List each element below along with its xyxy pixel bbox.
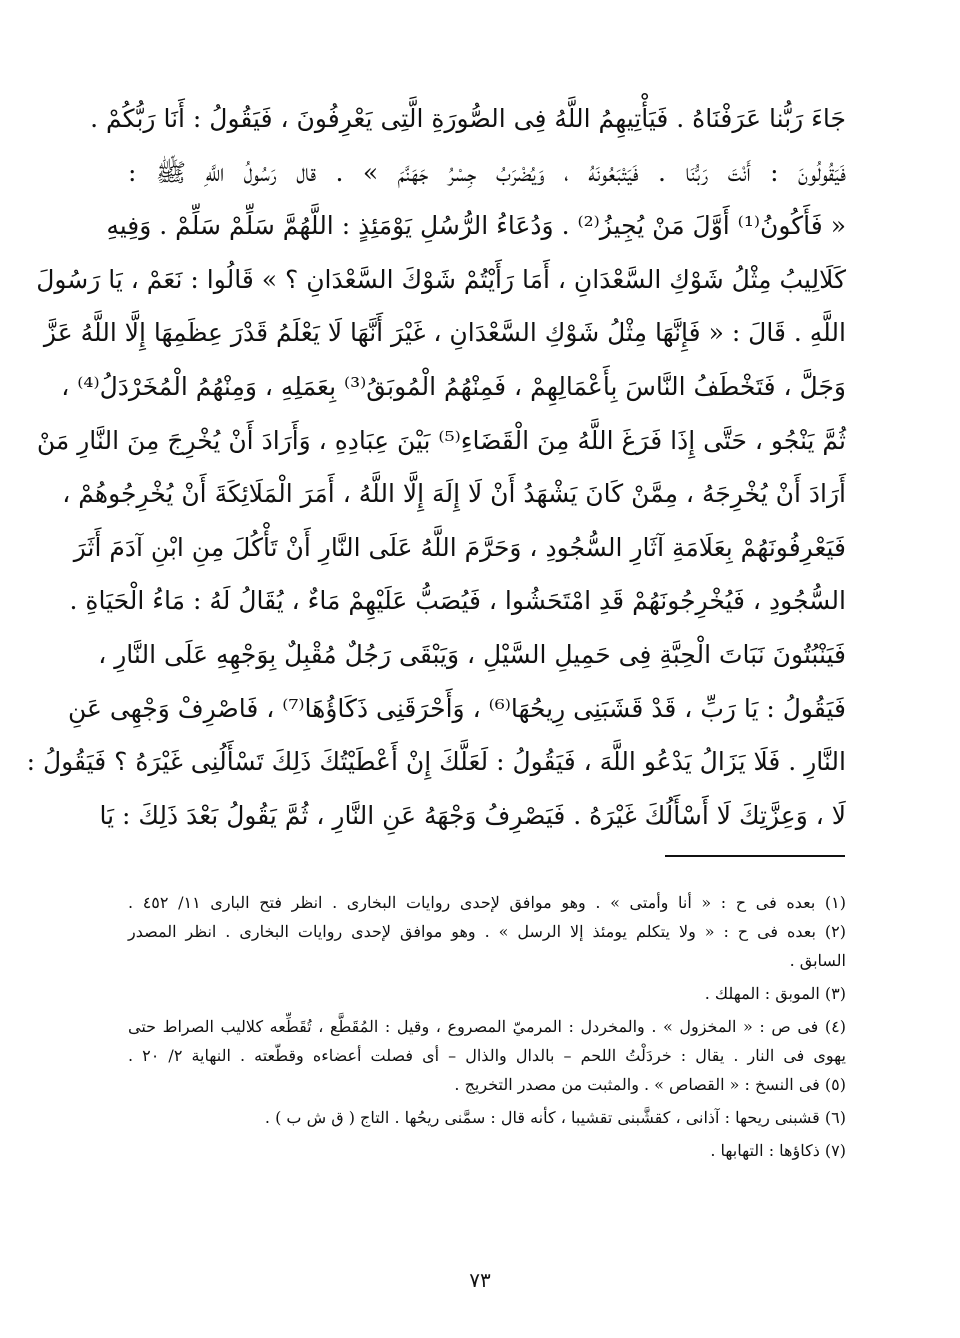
main-text	[26, 92, 846, 842]
footnote-line: (٣) الموبق : المهلك .	[704, 984, 846, 1003]
main-text-line: كَلَالِيبُ مِثْلُ شَوْكِ السَّعْدَانِ ، أَمَا رَأَيْتُمْ شَوْكَ السَّعْدَانِ ؟ » قَالُوا : نَعَمْ ، يَا رَسُولَ	[36, 264, 846, 294]
main-text-line: فَيَقُولُونَ : أَنْتَ رَبُّنَا . فَيَتْبَعُونَهُ ، وَيُضْرَبُ جِسْرُ جَهَنَّمَ » . قال رَسُولُ اللَّهِ ﷺ :	[128, 157, 846, 187]
footnote-line: (٤) فى ص : « المخزول » . والمخردل : المرميّ المصروع ، وقيل : المُقَطَّع ، تُقَطِّعه كلاليب الصراط حتى	[128, 1017, 846, 1036]
footnote-line: (٢) بعده فى ح : « ولا يتكلم يومئذ إلا الرسل » . وهو موافق لإحدى روايات البخارى . انظر المصدر	[128, 922, 846, 941]
footnote-line: السابق .	[789, 951, 846, 970]
footnote-line: (٧) ذكاؤها : التهابها .	[710, 1141, 846, 1160]
main-text-line: ثُمَّ يَنْجُو ، حَتَّى إِذَا فَرَغَ اللَّهُ مِنَ الْقَضَاءِ⁽⁵⁾ بَيْنَ عِبَادِهِ ، وَأَرَادَ أَنْ يُخْرِجَ مِنَ النَّارِ مَنْ	[36, 425, 846, 455]
footnote-separator	[665, 855, 845, 857]
main-text-line: جَاءَ رَبُّنا عَرَفْنَاهُ . فَيَأْتِيهِمُ اللَّهُ فِى الصُّورَةِ الَّتِى يَعْرِفُونَ ، فَيَقُولُ : أَنَا رَبُّكُمْ .	[90, 104, 846, 133]
main-text-line: السُّجُودِ ، فَيُخْرِجُونَهُمْ قَدِ امْتَحَشُوا ، فَيُصَبُّ عَلَيْهِمْ مَاءٌ ، يُقَالُ لَهُ : مَاءُ الْحَيَاةِ .	[69, 586, 846, 616]
page-number: ٧٣	[469, 1268, 491, 1292]
footnote-line: (٦) قشبنى ريحها : آذانى ، كقشَّبنى تقشيبا ، كأنه قال : سمَّنى ريحُها . التاج ( ق ش ب ) .	[264, 1108, 846, 1127]
main-text-line: النَّارِ . فَلَا يَزَالُ يَدْعُو اللَّهَ ، فَيَقُولُ : لَعَلَّكَ إِنْ أَعْطَيْتُكَ ذَلِكَ تَسْأَلُنِى غَيْرَهُ ؟ فَيَقُولُ :	[26, 747, 846, 777]
footnote-line: (٥) فى النسخ : « القصاص » . والمثبت من مصدر التخريج .	[454, 1075, 846, 1094]
main-text-line: اللَّهِ . قَالَ : « فَإِنَّهَا مِثْلُ شَوْكِ السَّعْدَانِ ، غَيْرَ أَنَّهَا لَا يَعْلَمُ قَدْرَ عِظَمِهَا إِلَّا اللَّهُ عَزَّ	[43, 318, 846, 348]
main-text-line: أَرَادَ أَنْ يُخْرِجَهُ ، مِمَّنْ كَانَ يَشْهَدُ أَنْ لَا إِلَهَ إِلَّا اللَّهُ ، أَمَرَ الْمَلَائِكَةَ أَنْ يُخْرِجُوهُمْ ،	[62, 479, 846, 509]
footnote-line: (١) بعده فى ح : « أنا وأمتى » . وهو موافق لإحدى روايات البخارى . انظر فتح البارى ١١/ ٤٥٢ .	[128, 893, 847, 912]
main-text-line: لَا ، وَعِزَّتِكَ لَا أَسْأَلُكَ غَيْرَهُ . فَيَصْرِفُ وَجْهَهُ عَنِ النَّارِ ، ثُمَّ يَقُولُ بَعْدَ ذَلِكَ : يَا	[99, 800, 846, 830]
main-text-line: وَجَلَّ ، فَتَخْطَفُ النَّاسَ بِأَعْمَالِهِمْ ، فَمِنْهُمُ الْمُوبَقُ⁽³⁾ بِعَمَلِهِ ، وَمِنْهُمُ الْمُخَرْدَلُ⁽⁴⁾ ،	[61, 371, 846, 401]
main-text-line: فَيَقُولُ : يَا رَبِّ ، قَدْ قَشَبَنِى رِيحُهَا⁽⁶⁾ ، وَأَحْرَقَنِى ذَكَاؤُهَا⁽⁷⁾ ، فَاصْرِفْ وَجْهِى عَنِ	[68, 693, 846, 723]
main-text-line: فَيَنْبُتُونَ نَبَاتَ الْحِبَّةِ فِى حَمِيلِ السَّيْلِ ، وَيَبْقَى رَجُلٌ مُقْبِلٌ بِوَجْهِهِ عَلَى النَّارِ ،	[98, 639, 846, 669]
footnote-line: يهوى فى النار . يقال : خردَلْتُ اللحم – بالدال والذال – أى فصلت أعضاءه وقطّعته . النهاية ٢/ ٢٠ .	[128, 1046, 847, 1065]
main-text-line: « فَأَكُونُ⁽¹⁾ أَوَّلَ مَنْ يُجِيزُ⁽²⁾ . وَدُعَاءُ الرُّسُلِ يَوْمَئِذٍ : اللَّهُمَّ سَلِّمْ سَلِّمْ . وَفِيهِ	[106, 211, 846, 241]
footnotes	[128, 888, 846, 1165]
main-text-line: فَيَعْرِفُونَهُمْ بِعَلَامَةِ آثَارِ السُّجُودِ ، وَحَرَّمَ اللَّهُ عَلَى النَّارِ أَنْ تَأْكُلَ مِنِ ابْنِ آدَمَ أَثَرَ	[73, 532, 846, 562]
